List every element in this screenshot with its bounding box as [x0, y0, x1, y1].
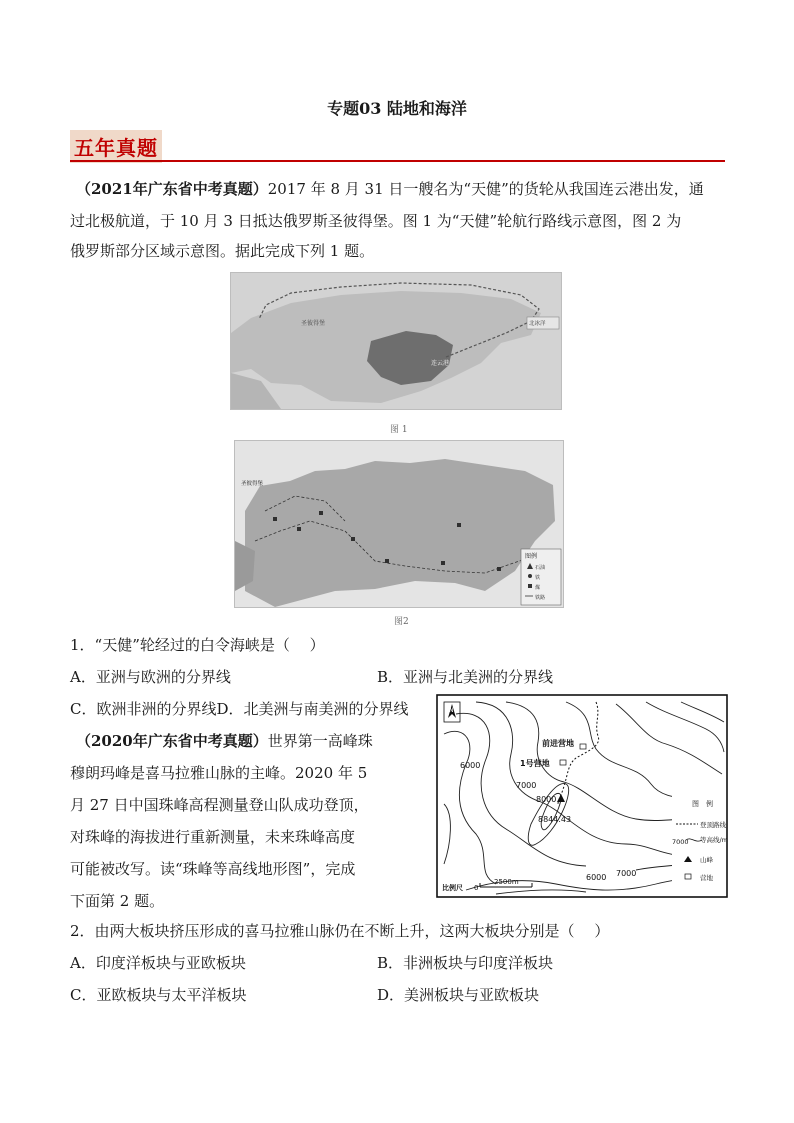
q2-option-a[interactable]: A．印度洋板块与亚欧板块: [70, 954, 246, 972]
q2-intro-line1: [76, 730, 373, 752]
q1-option-cd[interactable]: C．欧洲非洲的分界线D．北美洲与南美洲的分界线: [70, 700, 409, 718]
fig1-label-lyg: 连云港: [431, 360, 450, 367]
label-peak-height: 8844.43: [538, 815, 572, 824]
label-8000: 8000: [536, 795, 557, 804]
q1-intro-line2: 过北极航道，于 10 月 3 日抵达俄罗斯圣彼得堡。图 1 为“天健”轮航行路线示意图，图 2 为: [70, 212, 682, 230]
q1-source: （2021年广东省中考真题）: [76, 180, 268, 198]
contour-legend: [672, 794, 728, 894]
figure-1-caption: 图 1: [390, 425, 408, 435]
label-7000-right: 7000: [616, 869, 637, 878]
section-divider: [70, 160, 725, 162]
label-6000-left: 6000: [460, 761, 481, 770]
page-title: 专题03 陆地和海洋: [327, 99, 467, 118]
fig2-legend-rail: 铁路: [535, 595, 546, 601]
q2-option-c[interactable]: C．亚欧板块与太平洋板块: [70, 986, 247, 1004]
legend-camp: 营地: [700, 874, 713, 882]
scale-label: 比例尺: [442, 884, 463, 892]
fig2-label-spb: 圣彼得堡: [241, 481, 264, 487]
figure-1-svg: [231, 273, 561, 409]
q2-intro-line6: 下面第 2 题。: [70, 892, 165, 910]
figure-2-caption: 图2: [394, 617, 409, 627]
q1-intro-line3: 俄罗斯部分区域示意图。据此完成下列 1 题。: [70, 242, 375, 260]
q2-option-d[interactable]: D．美洲板块与亚欧板块: [377, 986, 540, 1004]
label-7000-top: 7000: [516, 781, 537, 790]
scale-distance: 2500m: [494, 878, 519, 886]
fig2-legend-coal: 煤: [535, 585, 541, 591]
fig1-label-spb: 圣彼得堡: [301, 320, 326, 327]
q2-intro-line5: 可能被改写。读“珠峰等高线地形图”，完成: [70, 860, 356, 878]
q2-intro-text1: 世界第一高峰珠: [267, 732, 373, 750]
label-6000-bottom: 6000: [586, 873, 607, 882]
q2-option-b[interactable]: B．非洲板块与印度洋板块: [377, 954, 554, 972]
legend-route: 登顶路线: [700, 821, 726, 829]
q1-intro-line1: [76, 178, 704, 200]
label-camp1: 1号营地: [520, 759, 550, 768]
contour-map-svg: [436, 694, 728, 898]
figure-2-russia-map: [234, 440, 564, 608]
q2-stem: 2．由两大板块挤压形成的喜马拉雅山脉仍在不断上升，这两大板块分别是（ ）: [70, 922, 610, 940]
q2-intro-line4: 对珠峰的海拔进行重新测量，未来珠峰高度: [70, 828, 356, 846]
figure-1-route-map: [230, 272, 562, 410]
q1-option-a[interactable]: A．亚洲与欧洲的分界线: [70, 668, 231, 686]
figure-2-svg: [235, 441, 563, 607]
label-forward-camp: 前进营地: [542, 739, 574, 748]
scale-zero: 0: [474, 884, 479, 892]
q1-intro-text1: 2017 年 8 月 31 日一艘名为“天健”的货轮从我国连云港出发，通: [267, 180, 704, 198]
legend-contour-value: 7000: [672, 838, 689, 846]
q2-source: （2020年广东省中考真题）: [76, 732, 268, 750]
fig2-legend-iron: 铁: [535, 575, 541, 581]
q2-intro-line2: 穆朗玛峰是喜马拉雅山脉的主峰。2020 年 5: [70, 764, 368, 782]
north-label: N: [449, 707, 454, 714]
fig2-legend-oil: 石油: [535, 565, 546, 571]
legend-title: 图 例: [692, 800, 713, 808]
q1-option-b[interactable]: B．亚洲与北美洲的分界线: [377, 668, 554, 686]
everest-contour-map: [436, 694, 728, 898]
q2-intro-line3: 月 27 日中国珠峰高程测量登山队成功登顶，: [70, 796, 369, 814]
q1-stem: 1．“天健”轮经过的白令海峡是（ ）: [70, 636, 325, 654]
section-heading: 五年真题: [70, 130, 162, 163]
fig2-legend-title: 图例: [525, 553, 538, 560]
fig1-label-ocean: 北冰洋: [529, 321, 546, 327]
legend-peak: 山峰: [700, 856, 713, 864]
legend-contour: 等高线/m: [700, 836, 728, 844]
